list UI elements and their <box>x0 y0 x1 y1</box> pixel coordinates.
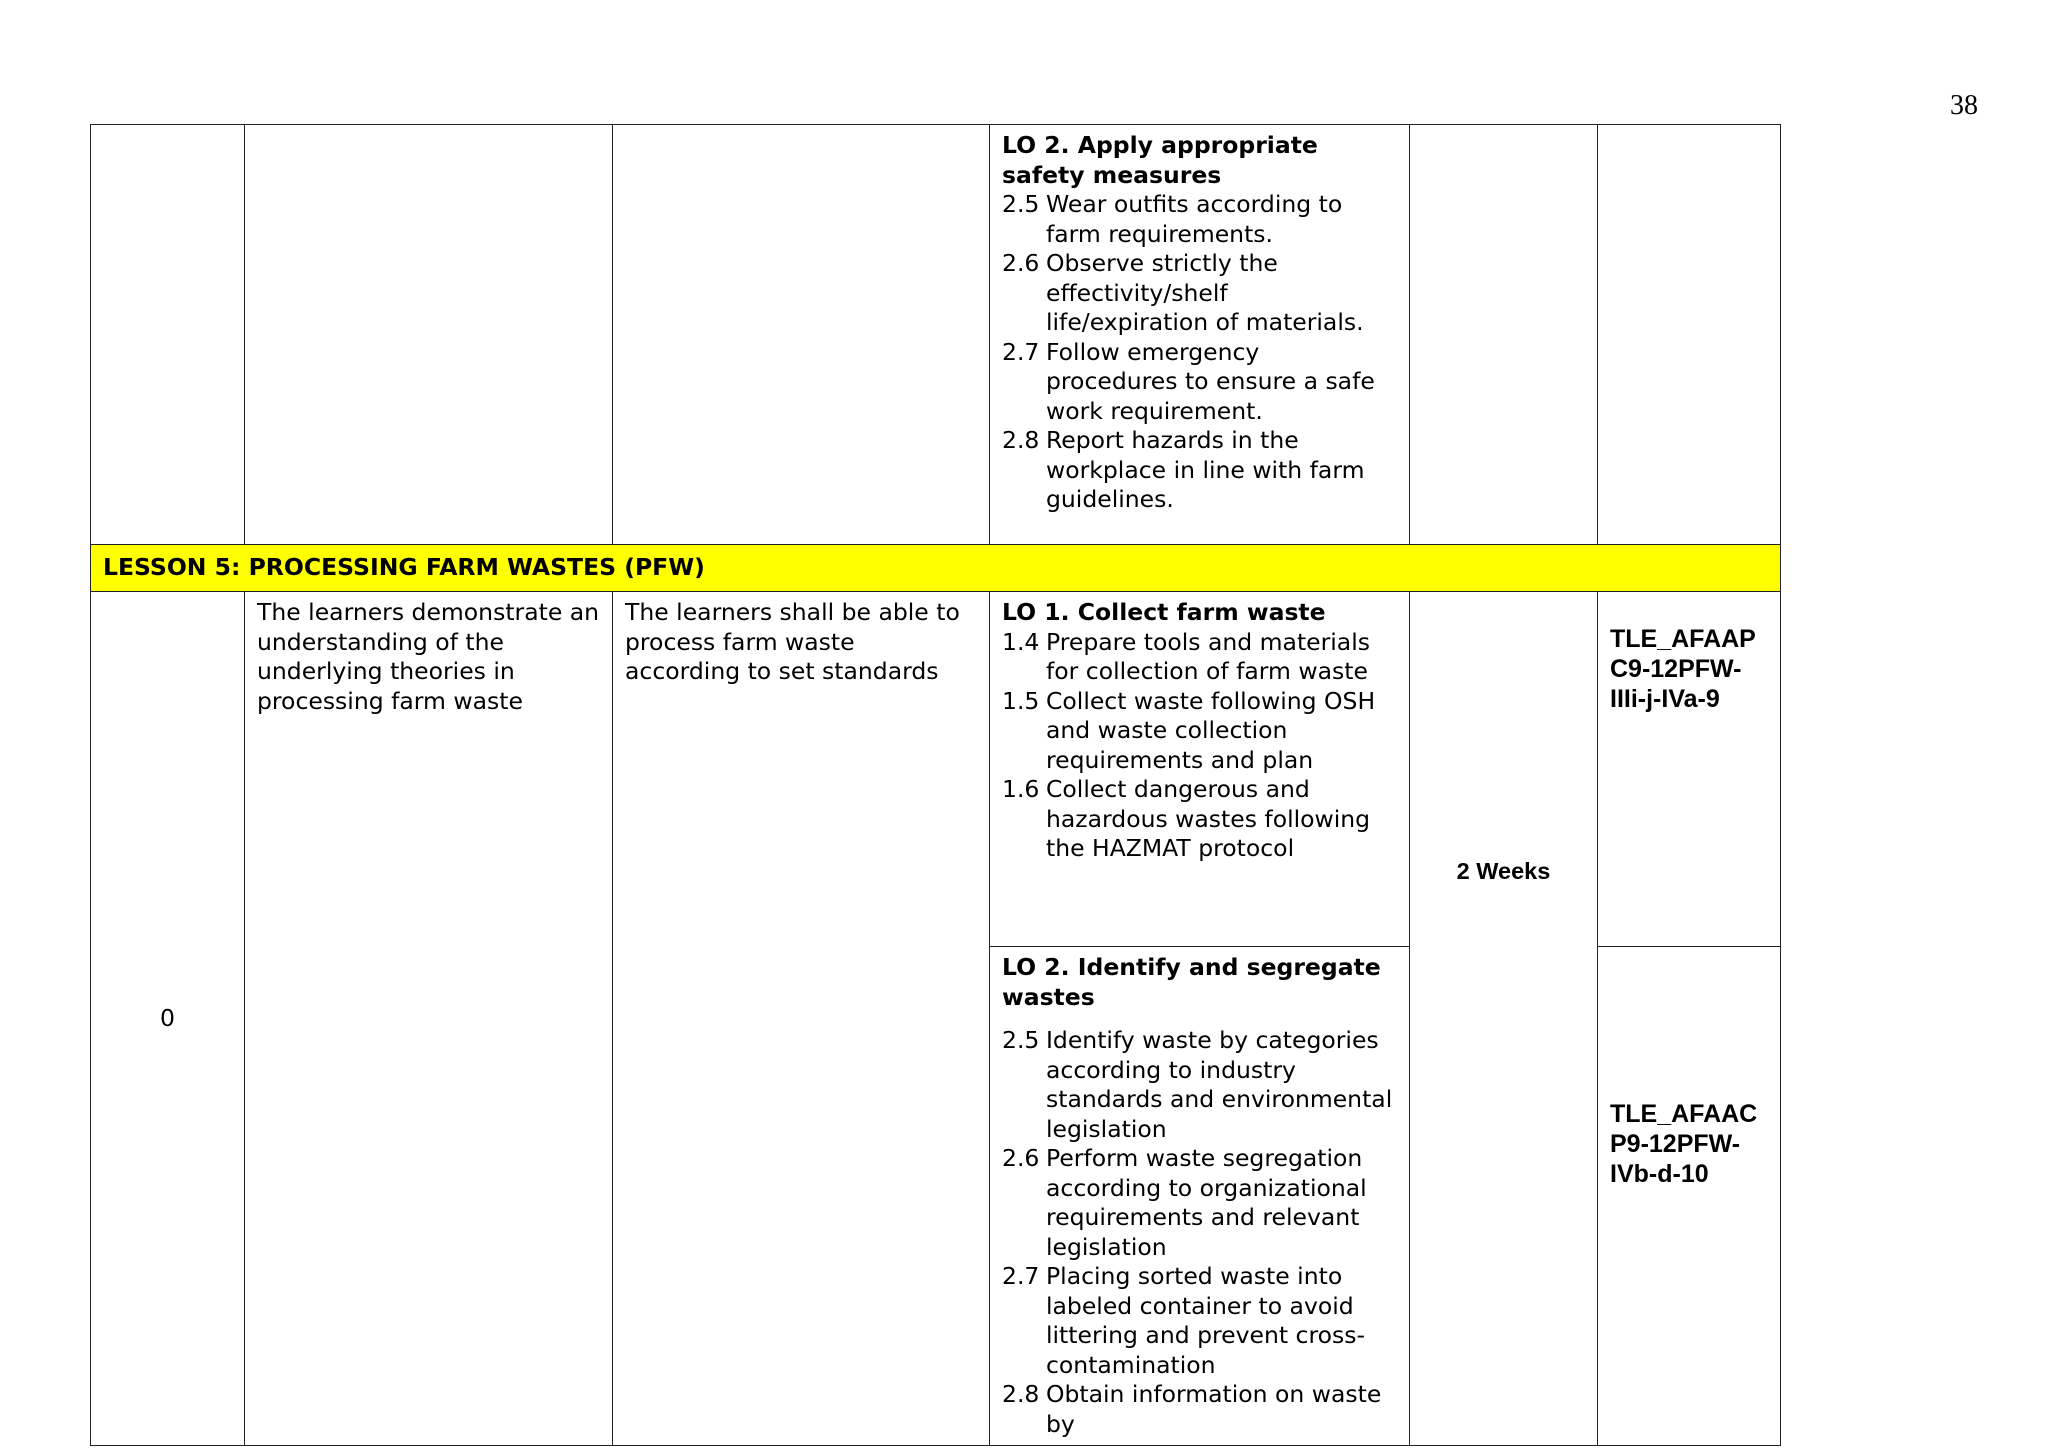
top-code-cell <box>1598 125 1781 545</box>
lo2-code: TLE_AFAAC P9-12PFW-IVb-d-10 <box>1610 1100 1758 1188</box>
list-item: 2.5 Wear outfits according to farm requirements. <box>1002 190 1343 248</box>
lo1-list <box>1002 628 1397 864</box>
top-content-standard-cell <box>245 125 613 545</box>
competency-list <box>1002 190 1397 515</box>
lo2-code-cell <box>1598 947 1781 1446</box>
list-item: 2.7 Follow emergency procedures to ensure a safe work requirement. <box>1002 337 1375 425</box>
lo2-title: LO 2. Identify and segregate wastes <box>1002 953 1381 1011</box>
list-item: 2.8 Obtain information on waste by <box>1002 1380 1382 1438</box>
lesson-header-row <box>91 545 1781 592</box>
top-number-cell <box>91 125 245 545</box>
top-performance-standard-cell <box>613 125 990 545</box>
lesson-row-lo1 <box>91 592 1781 947</box>
lo-title: LO 2. Apply appropriate safety measures <box>1002 131 1318 189</box>
list-item: 2.7 Placing sorted waste into labeled container to avoid littering and prevent cross-contamination <box>1002 1262 1365 1379</box>
list-item: 2.6 Perform waste segregation according to organizational requirements and relevant legislation <box>1002 1144 1367 1261</box>
content-standard-cell: The learners demonstrate an understanding of the underlying theories in processing farm waste <box>245 592 613 1446</box>
duration-label: 2 Weeks <box>1456 858 1551 884</box>
list-item: 2.6 Observe strictly the effectivity/shelf life/expiration of materials. <box>1002 249 1364 336</box>
lo2-list <box>1002 1026 1397 1439</box>
top-learning-competency-cell <box>990 125 1410 545</box>
top-duration-cell <box>1410 125 1598 545</box>
list-item: 2.5 Identify waste by categories according to industry standards and environmental legislation <box>1002 1026 1393 1143</box>
page-number: 38 <box>1950 90 1978 121</box>
lo1-code: TLE_AFAAP C9-12PFW-IIIi-j-IVa-9 <box>1610 625 1756 713</box>
lo1-competency-cell <box>990 592 1410 947</box>
list-item: 1.5 Collect waste following OSH and waste collection requirements and plan <box>1002 686 1376 774</box>
curriculum-guide-table <box>90 124 1781 1446</box>
top-row <box>91 125 1781 545</box>
performance-standard-cell: The learners shall be able to process farm waste according to set standards <box>613 592 990 1446</box>
list-item: 2.8 Report hazards in the workplace in line with farm guidelines. <box>1002 426 1365 513</box>
lo1-code-cell <box>1598 592 1781 947</box>
duration-cell <box>1410 592 1598 1446</box>
list-item: 1.6 Collect dangerous and hazardous wastes following the HAZMAT protocol <box>1002 775 1371 862</box>
lo1-title: LO 1. Collect farm waste <box>1002 598 1326 626</box>
lo2-competency-cell <box>990 947 1410 1446</box>
lesson-title: LESSON 5: PROCESSING FARM WASTES (PFW) <box>91 545 1781 592</box>
lesson-number-cell: 0 <box>91 592 245 1446</box>
list-item: 1.4 Prepare tools and materials for collection of farm waste <box>1002 627 1370 685</box>
